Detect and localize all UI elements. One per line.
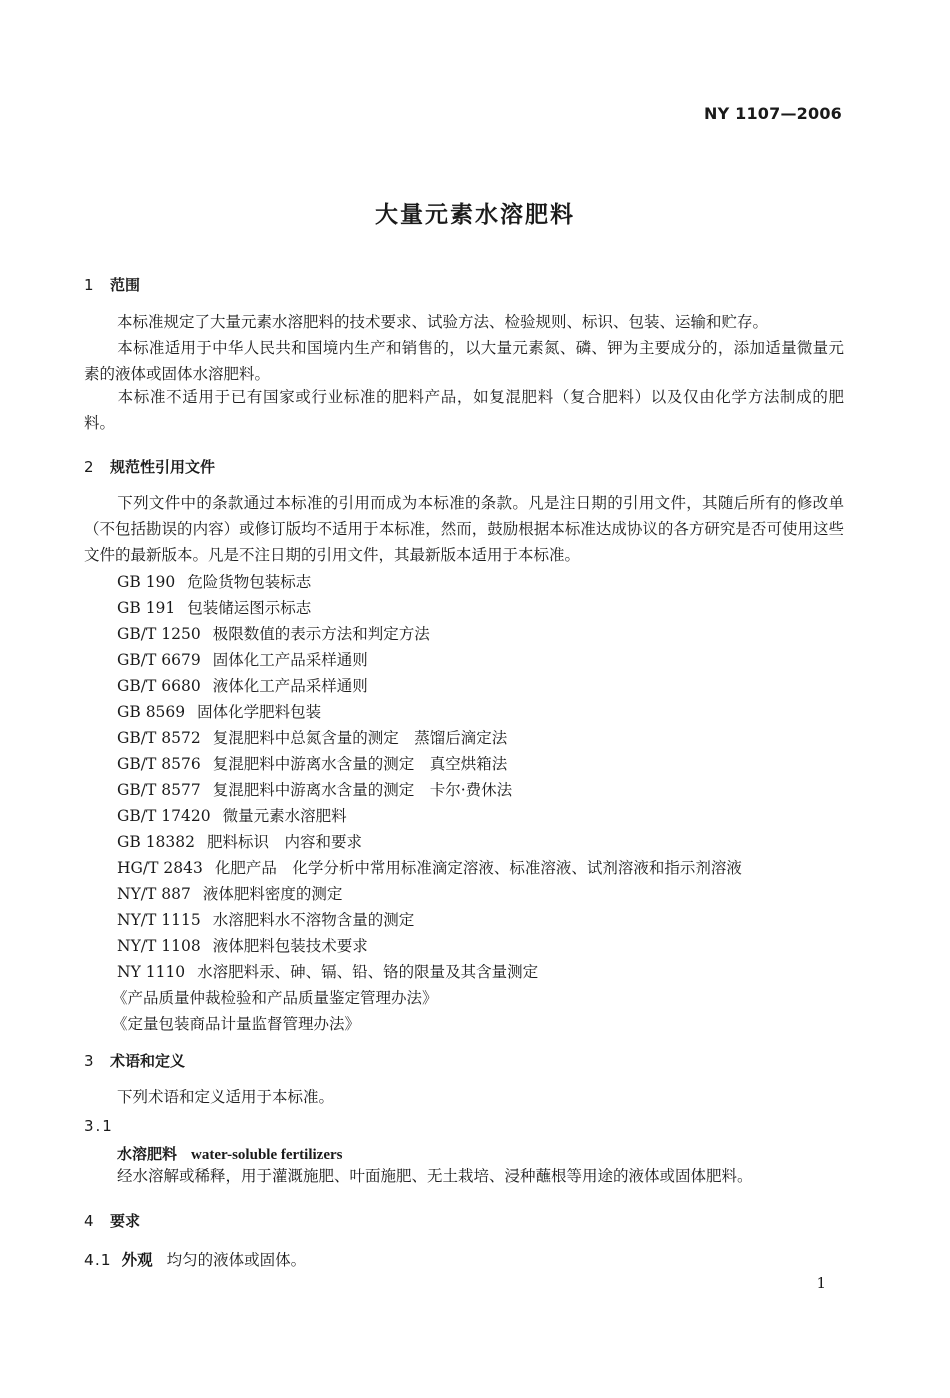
section-1-paragraph-2: 本标准适用于中华人民共和国境内生产和销售的，以大量元素氮、磷、钾为主要成分的，添加适量微量元素的液体或固体水溶肥料。 [84, 339, 844, 383]
reference-title: 包装储运图示标志 [187, 599, 312, 617]
reference-code: GB 18382 [117, 833, 196, 851]
section-4-heading [84, 1210, 140, 1231]
reference-code: GB/T 17420 [117, 807, 211, 825]
section-2-intro: 下列文件中的条款通过本标准的引用而成为本标准的条款。凡是注日期的引用文件，其随后所有的修改单（不包括勘误的内容）或修订版均不适用于本标准，然而，鼓励根据本标准达成协议的各方研究是否可使用这些文件的最新版本。凡是不注日期的引用文件，其最新版本适用于本标准。 [84, 494, 844, 564]
section-number: 2 [84, 458, 94, 476]
reference-code: GB/T 8577 [117, 781, 201, 799]
reference-code: GB 190 [117, 573, 176, 591]
reference-item [117, 881, 342, 907]
reference-title: 固体化学肥料包装 [197, 703, 322, 721]
document-title: 大量元素水溶肥料 [375, 202, 575, 228]
reference-title: 水溶肥料水不溶物含量的测定 [212, 911, 415, 929]
reference-code: GB/T 8576 [117, 755, 201, 773]
reference-code: GB/T 6680 [117, 677, 201, 695]
reference-title: 微量元素水溶肥料 [222, 807, 347, 825]
reference-code: GB/T 6679 [117, 651, 201, 669]
reference-code: NY/T 1115 [117, 911, 201, 929]
regulation-item: 《定量包装商品计量监督管理办法》 [112, 1015, 361, 1033]
section-number: 1 [84, 276, 94, 294]
standard-code: NY 1107—2006 [703, 104, 842, 123]
page-number: 1 [816, 1274, 826, 1292]
section-title: 术语和定义 [110, 1052, 186, 1070]
reference-title: 水溶肥料汞、砷、镉、铅、铬的限量及其含量测定 [197, 963, 539, 981]
term-definition: 经水溶解或稀释，用于灌溉施肥、叶面施肥、无土栽培、浸种蘸根等用途的液体或固体肥料。 [117, 1167, 753, 1185]
reference-item [117, 803, 347, 829]
reference-code: HG/T 2843 [117, 859, 203, 877]
reference-item [117, 777, 512, 803]
subsection-text: 均匀的液体或固体。 [166, 1251, 307, 1269]
reference-code: NY/T 887 [117, 885, 191, 903]
reference-item [117, 725, 507, 751]
reference-title: 液体肥料密度的测定 [202, 885, 343, 903]
reference-item [117, 855, 742, 881]
reference-item [117, 751, 507, 777]
reference-item [117, 699, 321, 725]
reference-code: NY/T 1108 [117, 937, 201, 955]
reference-title: 液体肥料包装技术要求 [212, 937, 368, 955]
regulation-item: 《产品质量仲裁检验和产品质量鉴定管理办法》 [112, 989, 438, 1007]
section-1-heading [84, 274, 140, 295]
section-1-paragraph-1: 本标准规定了大量元素水溶肥料的技术要求、试验方法、检验规则、标识、包装、运输和贮存。 [117, 313, 769, 331]
reference-item [117, 959, 538, 985]
term-chinese: 水溶肥料 [117, 1145, 178, 1163]
reference-item [117, 907, 414, 933]
reference-title: 化肥产品 化学分析中常用标准滴定溶液、标准溶液、试剂溶液和指示剂溶液 [214, 859, 742, 877]
section-number: 4 [84, 1212, 94, 1230]
section-3-intro: 下列术语和定义适用于本标准。 [117, 1088, 335, 1106]
section-title: 规范性引用文件 [110, 458, 216, 476]
section-title: 范围 [110, 276, 141, 294]
section-3-heading [84, 1050, 185, 1071]
reference-code: GB/T 1250 [117, 625, 201, 643]
reference-item [117, 647, 368, 673]
reference-title: 固体化工产品采样通则 [212, 651, 368, 669]
reference-code: GB/T 8572 [117, 729, 201, 747]
reference-item [117, 673, 368, 699]
reference-item [117, 829, 362, 855]
section-title: 要求 [110, 1212, 141, 1230]
subsection-3-1-number: 3.1 [84, 1117, 114, 1135]
reference-title: 复混肥料中游离水含量的测定 真空烘箱法 [212, 755, 508, 773]
reference-code: NY 1110 [117, 963, 186, 981]
reference-title: 危险货物包装标志 [187, 573, 312, 591]
reference-item [117, 621, 430, 647]
requirement-4-1 [84, 1248, 306, 1270]
subsection-number: 4.1 [84, 1251, 112, 1269]
reference-title: 液体化工产品采样通则 [212, 677, 368, 695]
reference-code: GB 191 [117, 599, 176, 617]
reference-title: 肥料标识 内容和要求 [207, 833, 363, 851]
subsection-label: 外观 [121, 1251, 153, 1269]
reference-item [117, 933, 368, 959]
reference-item [117, 569, 311, 595]
reference-code: GB 8569 [117, 703, 186, 721]
reference-title: 复混肥料中游离水含量的测定 卡尔·费休法 [212, 781, 513, 799]
term-english: water-soluble fertilizers [191, 1147, 343, 1163]
reference-item [117, 595, 311, 621]
section-1-paragraph-3: 本标准不适用于已有国家或行业标准的肥料产品，如复混肥料（复合肥料）以及仅由化学方法制成的肥料。 [84, 388, 844, 432]
section-number: 3 [84, 1052, 94, 1070]
term-entry [117, 1143, 342, 1164]
section-2-heading [84, 456, 215, 477]
reference-title: 复混肥料中总氮含量的测定 蒸馏后滴定法 [212, 729, 508, 747]
reference-title: 极限数值的表示方法和判定方法 [212, 625, 430, 643]
